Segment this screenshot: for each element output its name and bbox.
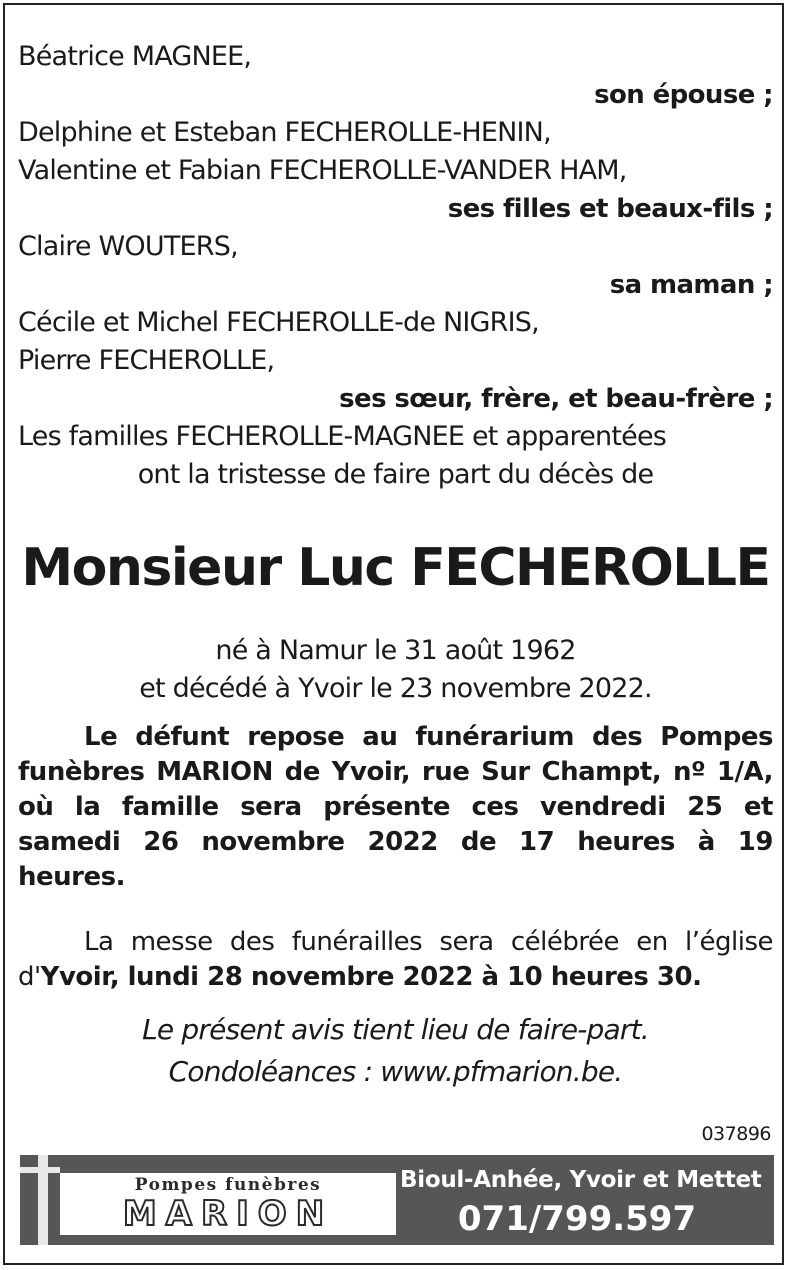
- family-list: [18, 38, 773, 494]
- relation-label: ses filles et beaux-fils ;: [447, 194, 773, 224]
- family-member-line: Cécile et Michel FECHEROLLE-de NIGRIS,: [18, 307, 539, 338]
- family-member-line: Les familles FECHEROLLE-MAGNEE et apparentées: [18, 421, 667, 452]
- reference-number: 037896: [701, 1123, 771, 1145]
- funeral-home-logo: [60, 1173, 396, 1235]
- mass-details: Yvoir, lundi 28 novembre 2022 à 10 heures 30.: [40, 962, 702, 992]
- family-member-line: Béatrice MAGNEE,: [18, 41, 252, 72]
- relation-label: son épouse ;: [594, 80, 773, 110]
- death-line: et décédé à Yvoir le 23 novembre 2022.: [139, 673, 652, 704]
- family-member-line: Delphine et Esteban FECHEROLLE-HENIN,: [18, 117, 551, 148]
- logo-subtitle: Pompes funèbres: [134, 1175, 322, 1195]
- logo-wordmark: MARION: [122, 1194, 334, 1234]
- footer-phone: 071/799.597: [457, 1199, 697, 1239]
- family-member-line: Valentine et Fabian FECHEROLLE-VANDER HAM,: [18, 155, 627, 186]
- mass-paragraph: [18, 925, 773, 995]
- obituary-content: [18, 38, 773, 1093]
- cross-icon-bar: [20, 1167, 60, 1173]
- family-member-line: Pierre FECHEROLLE,: [18, 345, 275, 376]
- dates-block: [18, 632, 773, 708]
- notice-line: Le présent avis tient lieu de faire-part.: [142, 1013, 649, 1046]
- funerarium-paragraph: [18, 720, 773, 895]
- family-member-line: ont la tristesse de faire part du décès de: [137, 459, 654, 490]
- funeral-home-banner: [20, 1155, 774, 1245]
- deceased-name: Monsieur Luc FECHEROLLE: [21, 538, 770, 598]
- relation-label: sa maman ;: [609, 270, 773, 300]
- mass-prefix: La messe des funérailles sera célébrée en l’église d': [18, 927, 773, 992]
- condolences-line: Condoléances : www.pfmarion.be.: [168, 1055, 623, 1088]
- funerarium-text: Le défunt repose au funérarium des Pompes funèbres MARION de Yvoir, rue Sur Champt, nº 1/A, où la famille sera présente ces vendredi 25 et samedi 26 novembre 2022 de 17 heures à 19 heures.: [18, 722, 773, 892]
- family-member-line: Claire WOUTERS,: [18, 231, 238, 262]
- birth-line: né à Namur le 31 août 1962: [215, 635, 576, 666]
- footer-locations: Bioul-Anhée, Yvoir et Mettet: [400, 1167, 762, 1193]
- relation-label: ses sœur, frère, et beau-frère ;: [339, 384, 773, 414]
